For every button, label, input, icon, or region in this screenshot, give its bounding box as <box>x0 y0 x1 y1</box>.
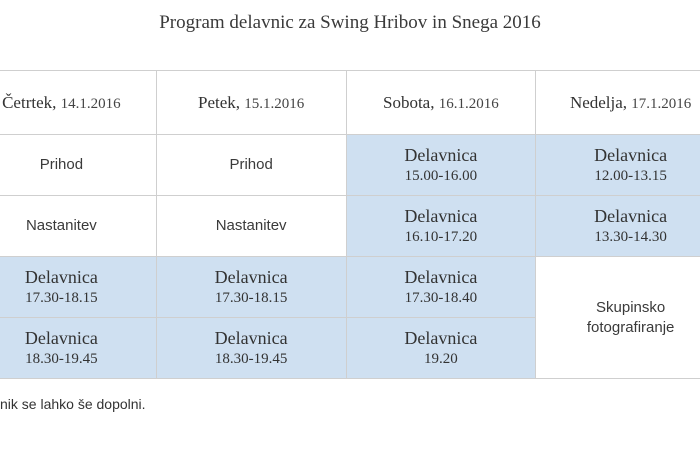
page-title: Program delavnic za Swing Hribov in Snega 2016 <box>159 12 541 33</box>
workshop-time: 15.00-16.00 <box>404 168 478 184</box>
workshop-time: 17.30-18.15 <box>25 290 98 306</box>
workshop-title: Delavnica <box>404 206 478 226</box>
table-row <box>0 135 700 196</box>
workshop-title: Delavnica <box>214 267 288 287</box>
header-saturday <box>346 71 536 135</box>
schedule-table <box>0 70 700 379</box>
workshop-title: Delavnica <box>214 328 288 348</box>
workshop-cell <box>346 135 536 196</box>
day-label: Sobota, <box>383 92 435 112</box>
cell-text: Prihod <box>39 156 84 173</box>
workshop-cell <box>156 318 346 379</box>
workshop-cell <box>156 257 346 318</box>
day-label: Četrtek, <box>2 92 57 112</box>
date-label: 16.1.2016 <box>438 95 499 112</box>
workshop-time: 12.00-13.15 <box>594 168 667 184</box>
workshop-cell <box>346 257 536 318</box>
workshop-time: 18.30-19.45 <box>214 351 288 367</box>
date-label: 17.1.2016 <box>631 95 692 112</box>
workshop-title: Delavnica <box>404 145 478 165</box>
workshop-cell <box>346 196 536 257</box>
cell-sunday-group-photo <box>536 257 700 379</box>
date-label: 14.1.2016 <box>60 95 121 112</box>
header-row <box>0 71 700 135</box>
workshop-time: 18.30-19.45 <box>25 351 98 367</box>
day-label: Nedelja, <box>569 92 628 112</box>
workshop-time: 16.10-17.20 <box>404 229 478 245</box>
workshop-title: Delavnica <box>594 206 668 226</box>
header-sunday <box>536 71 700 135</box>
cell-text: Nastanitev <box>215 217 287 234</box>
workshop-title: Delavnica <box>24 267 98 287</box>
cell-text: Nastanitev <box>25 217 97 234</box>
header-friday <box>156 71 346 135</box>
workshop-cell <box>0 318 156 379</box>
cell-friday-accommodation <box>156 196 346 257</box>
workshop-title: Delavnica <box>594 145 668 165</box>
workshop-time: 17.30-18.15 <box>214 290 288 306</box>
workshop-time: 13.30-14.30 <box>594 229 667 245</box>
workshop-title: Delavnica <box>404 328 478 348</box>
workshop-cell <box>0 257 156 318</box>
table-row <box>0 257 700 318</box>
workshop-cell <box>346 318 536 379</box>
workshop-time: 17.30-18.40 <box>404 290 478 306</box>
workshop-cell <box>536 135 700 196</box>
cell-thursday-accommodation <box>0 196 156 257</box>
cell-text: Skupinsko <box>596 298 666 316</box>
cell-friday-arrival <box>156 135 346 196</box>
cell-thursday-arrival <box>0 135 156 196</box>
table-row <box>0 196 700 257</box>
footnote: nik se lahko še dopolni. <box>0 396 146 412</box>
header-thursday <box>0 71 156 135</box>
date-label: 15.1.2016 <box>244 95 305 112</box>
workshop-time: 19.20 <box>424 351 458 367</box>
cell-text: Prihod <box>229 156 273 173</box>
workshop-cell <box>536 196 700 257</box>
day-label: Petek, <box>197 92 241 112</box>
workshop-title: Delavnica <box>24 328 98 348</box>
workshop-title: Delavnica <box>404 267 478 287</box>
cell-text: fotografiranje <box>586 318 675 336</box>
